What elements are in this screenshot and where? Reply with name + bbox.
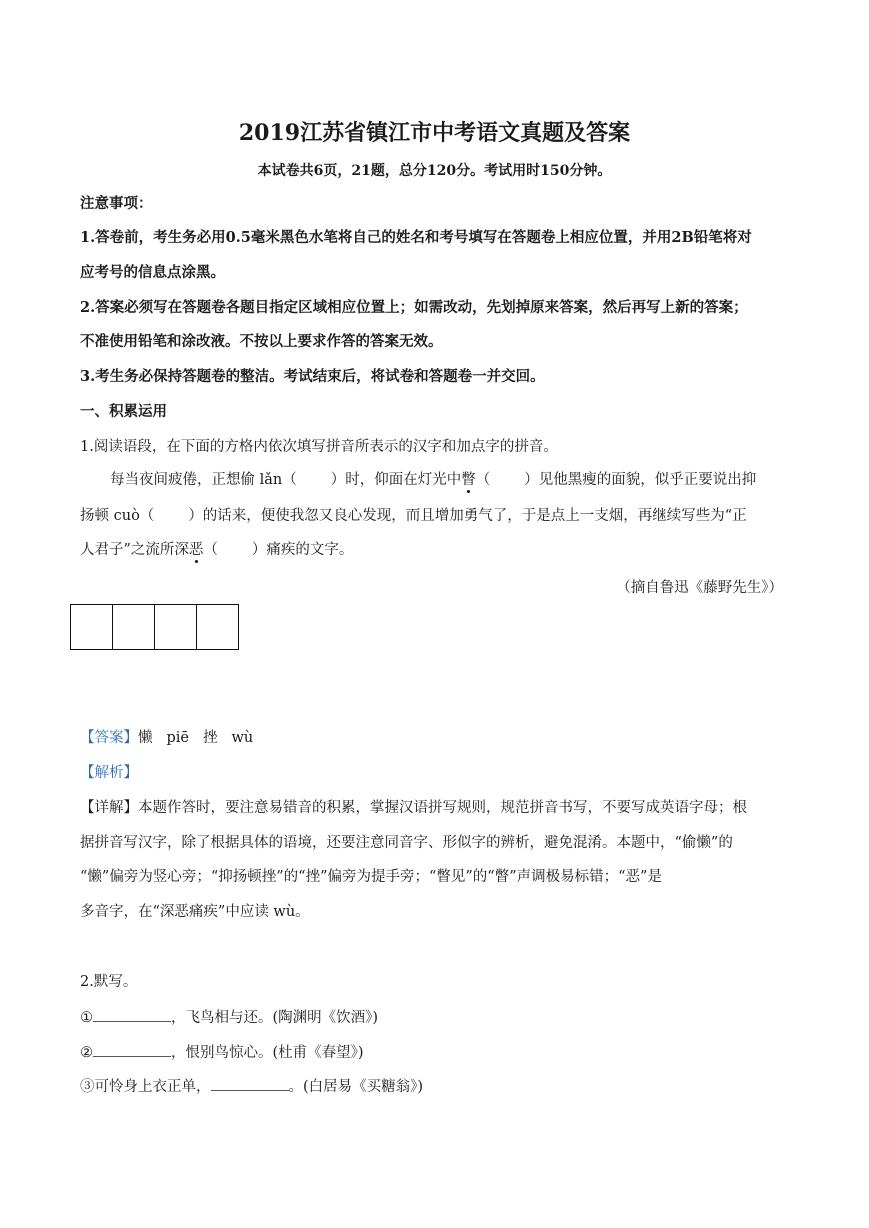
answer-item-4: wù (231, 730, 254, 746)
q2-item-1-num: ① (80, 1010, 93, 1026)
q2-item-3-text-a: ③可怜身上衣正单， (80, 1079, 211, 1095)
answer-grid-cell[interactable] (197, 605, 238, 649)
fill-blank[interactable] (93, 1042, 171, 1057)
q2-item-2-text: ，恨别鸟惊心。(杜甫《春望》) (171, 1045, 364, 1061)
q2-item-1-text: ，飞鸟相与还。(陶渊明《饮酒》) (171, 1010, 379, 1026)
notice-item-2-line-1: 2.答案必须写在答题卷各题目指定区域相应位置上；如需改动，先划掉原来答案，然后再写上新的答案； (80, 299, 748, 316)
detail-text-1: 本题作答时，要注意易错音的积累，掌握汉语拼写规则，规范拼音书写，不要写成英语字母；根 (138, 800, 747, 816)
q1-passage-line-3 (80, 540, 353, 560)
answer-grid-cell[interactable] (113, 605, 155, 649)
q1-prompt: 1.阅读语段，在下面的方格内依次填写拼音所表示的汉字和加点字的拼音。 (80, 439, 558, 455)
dotted-char-pie: 瞥 (461, 472, 476, 488)
dotted-char-wu: 恶 (188, 542, 204, 558)
answer-item-2: piē (166, 730, 190, 746)
answer-grid-cell[interactable] (155, 605, 197, 649)
notice-item-3: 3.考生务必保持答题卷的整洁。考试结束后，将试卷和答题卷一并交回。 (80, 368, 545, 385)
detail-tag: 【详解】 (80, 800, 138, 816)
q1-p1-b: ）时，仰面在灯光中 (330, 472, 462, 488)
detail-line-2: 据拼音写汉字，除了根据具体的语境，还要注意同音字、形似字的辨析，避免混淆。本题中，“偷懒”的 (80, 835, 733, 851)
q1-p2-a: 扬顿 cuò（ (80, 508, 155, 524)
q2-item-3-text-b: 。(白居易《买糖翁》) (288, 1079, 424, 1095)
q1-p3-a: 人君子”之流所深 (80, 542, 189, 558)
answer-item-3: 挫 (203, 730, 218, 746)
answer-item-1: 懒 (138, 730, 153, 746)
answer-grid (70, 604, 239, 650)
q1-p1-c: （ (475, 472, 491, 488)
q2-item-2 (80, 1042, 364, 1063)
detail-line-1 (80, 798, 747, 818)
q1-passage-line-1 (110, 470, 756, 490)
section-heading: 一、积累运用 (80, 403, 167, 420)
notice-item-1-line-1: 1.答卷前，考生务必用0.5毫米黑色水笔将自己的姓名和考号填写在答题卷上相应位置，并用2B铅笔将对 (80, 229, 752, 246)
q1-p1-d: ）见他黑瘦的面貌，似乎正要说出抑 (524, 472, 757, 488)
fill-blank[interactable] (211, 1076, 289, 1091)
exam-info: 本试卷共6页，21题，总分120分。考试用时150分钟。 (257, 163, 612, 179)
q1-answer (80, 728, 253, 748)
notice-item-1-line-2: 应考号的信息点涂黑。 (80, 264, 225, 281)
analysis-tag: 【解析】 (80, 765, 138, 781)
answer-tag: 【答案】 (80, 730, 138, 746)
notice-item-2-line-2: 不准使用铅笔和涂改液。不按以上要求作答的答案无效。 (80, 333, 443, 350)
q2-prompt: 2.默写。 (80, 974, 138, 990)
q2-item-2-num: ② (80, 1045, 93, 1061)
fill-blank[interactable] (93, 1007, 171, 1022)
q2-item-3 (80, 1076, 423, 1097)
q1-p3-b: （ (203, 542, 218, 558)
q2-item-1 (80, 1007, 378, 1028)
detail-line-4: 多音字，在“深恶痛疾”中应读 wù。 (80, 904, 310, 920)
detail-line-3: “懒”偏旁为竖心旁；“抑扬顿挫”的“挫”偏旁为提手旁；“瞥见”的“瞥”声调极易标错；“恶”是 (80, 869, 662, 885)
q1-p2-b: ）的话来，便使我忽又良心发现，而且增加勇气了，于是点上一支烟，再继续写些为“正 (188, 508, 747, 524)
answer-grid-cell[interactable] (71, 605, 113, 649)
q1-p3-c: ）痛疾的文字。 (251, 542, 354, 558)
notice-heading: 注意事项： (80, 195, 153, 212)
q1-source: （摘自鲁迅《藤野先生》） (616, 580, 783, 596)
page-title: 2019江苏省镇江市中考语文真题及答案 (238, 120, 631, 146)
q1-p1-a: 每当夜间疲倦，正想偷 lǎn（ (110, 472, 297, 488)
q1-passage-line-2 (80, 506, 747, 526)
